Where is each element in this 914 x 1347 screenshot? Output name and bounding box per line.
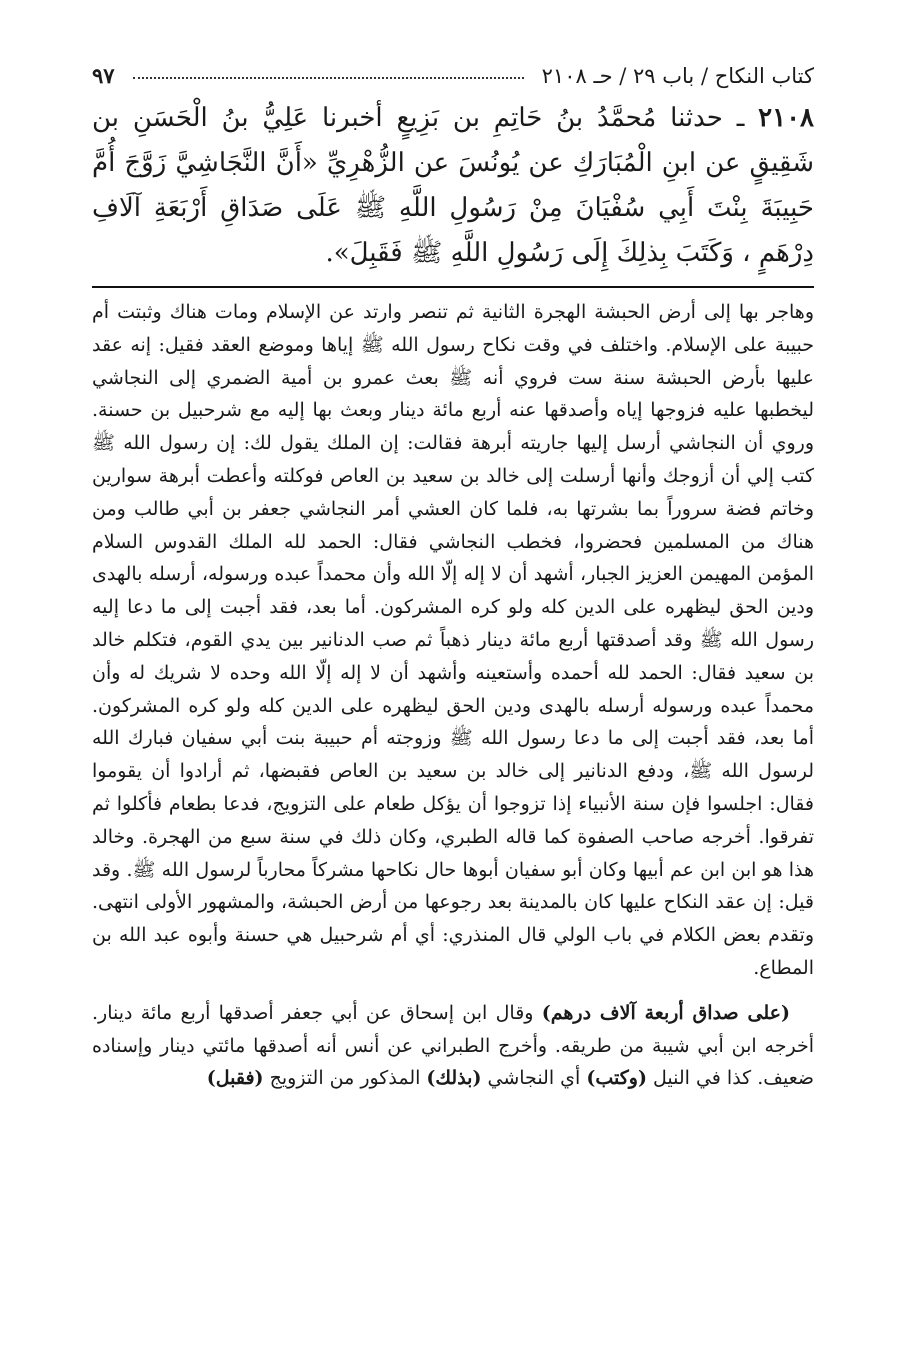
commentary-text: وقال ابن إسحاق عن أبي جعفر أصدقها أربع مائة دينار. أخرجه ابن أبي شيبة من طريقه. وأخرج الطبراني عن أنس أنه أصدقها مائتي دينار وإسناده ضعيف. كذا في النيل bbox=[92, 1001, 814, 1090]
book-page bbox=[92, 52, 814, 1095]
commentary bbox=[92, 296, 814, 1095]
running-header bbox=[92, 52, 814, 88]
commentary-text: المذكور من التزويج bbox=[263, 1067, 427, 1090]
footnote-divider bbox=[92, 286, 814, 288]
running-title: كتاب النكاح / باب ٢٩ / حـ ٢١٠٨ bbox=[541, 64, 814, 88]
commentary-paragraph: وهاجر بها إلى أرض الحبشة الهجرة الثانية ثم تنصر وارتد عن الإسلام ومات هناك وثبتت أم حبيبة على الإسلام. واختلف في وقت نكاح رسول الله ﷺ إياها وموضع العقد فقيل: إنه عقد عليها بأرض الحبشة سنة ست فروي أنه ﷺ بعث عمرو بن أمية الضمري إلى النجاشي ليخطبها عليه فزوجها إياه وأصدقها عنه أربع مائة دينار وبعث بها إليه مع شرحبيل بن حسنة. وروي أن النجاشي أرسل إليها جاريته أبرهة فقالت: إن الملك يقول لك: إن رسول الله ﷺ كتب إلي أن أزوجك وأنها أرسلت إلى خالد بن سعيد بن العاص فوكلته وأعطت أبرهة سوارين وخاتم فضة سروراً بما بشرتها به، فلما كان العشي أمر النجاشي جعفر بن أبي طالب ومن هناك من المسلمين فحضروا، فخطب النجاشي فقال: الحمد لله الملك القدوس السلام المؤمن المهيمن العزيز الجبار، أشهد أن لا إله إلّا الله وأن محمداً عبده ورسوله، أرسله بالهدى ودين الحق ليظهره على الدين كله ولو كره المشركون. أما بعد، فقد أجبت إلى ما دعا إليه رسول الله ﷺ وقد أصدقتها أربع مائة دينار ذهباً ثم صب الدنانير بين يدي القوم، فتكلم خالد بن سعيد فقال: الحمد لله أحمده وأستعينه وأشهد أن لا إله إلّا الله وحده لا شريك له وأن محمداً عبده ورسوله أرسله بالهدى ودين الحق ليظهره على الدين كله ولو كره المشركون. أما بعد، فقد أجبت إلى ما دعا رسول الله ﷺ وزوجته أم حبيبة بنت أبي سفيان فبارك الله لرسول الله ﷺ، ودفع الدنانير إلى خالد بن سعيد بن العاص فقبضها، ثم أرادوا أن يقوموا فقال: اجلسوا فإن سنة الأنبياء إذا تزوجوا أن يؤكل طعام على التزويج، فدعا بطعام فأكلوا ثم تفرقوا. أخرجه صاحب الصفوة كما قاله الطبري، وكان ذلك في سنة سبع من الهجرة. وخالد هذا هو ابن ابن عم أبيها وكان أبو سفيان أبوها حال نكاحها مشركاً محارباً لرسول الله ﷺ. وقد قيل: إن عقد النكاح عليها كان بالمدينة بعد رجوعها من أرض الحبشة، والمشهور الأولى انتهى. وتقدم بعض الكلام في باب الولي قال المنذري: أي أم شرحبيل هي حسنة وأبوه عبد الله بن المطاع. bbox=[92, 301, 814, 979]
lemma-bidhalika: (بذلك) bbox=[426, 1067, 482, 1090]
lemma-faqabila: (فقبل) bbox=[206, 1067, 264, 1090]
page-number: ٩٧ bbox=[92, 63, 115, 88]
lemma-wakataba: (وكتب) bbox=[586, 1067, 647, 1090]
hadith-number: ٢١٠٨ bbox=[758, 103, 814, 133]
hadith-text bbox=[92, 96, 814, 276]
commentary-paragraph-2 bbox=[92, 997, 814, 1095]
lemma-sadaq: (على صداق أربعة آلاف درهم) bbox=[541, 1001, 790, 1024]
commentary-text: أي النجاشي bbox=[481, 1067, 587, 1090]
dotted-leader bbox=[133, 77, 524, 79]
hadith-body: حدثنا مُحمَّدُ بنُ حَاتِمِ بن بَزِيعٍ أخبرنا عَلِيُّ بنُ الْحَسَنِ بن شَقِيقٍ عن ابنِ الْمُبَارَكِ عن يُونُسَ عن الزُّهْرِيِّ «أَنَّ النَّجَاشِيَّ زَوَّجَ أُمَّ حَبِيبَةَ بِنْتَ أَبِي سُفْيَانَ مِنْ رَسُولِ اللَّهِ ﷺ عَلَى صَدَاقِ أَرْبَعَةِ آلَافِ دِرْهَمٍ ، وَكَتَبَ بِذلِكَ إِلَى رَسُولِ اللَّهِ ﷺ فَقَبِلَ». bbox=[92, 103, 814, 268]
hadith-separator: ـ bbox=[722, 103, 759, 133]
